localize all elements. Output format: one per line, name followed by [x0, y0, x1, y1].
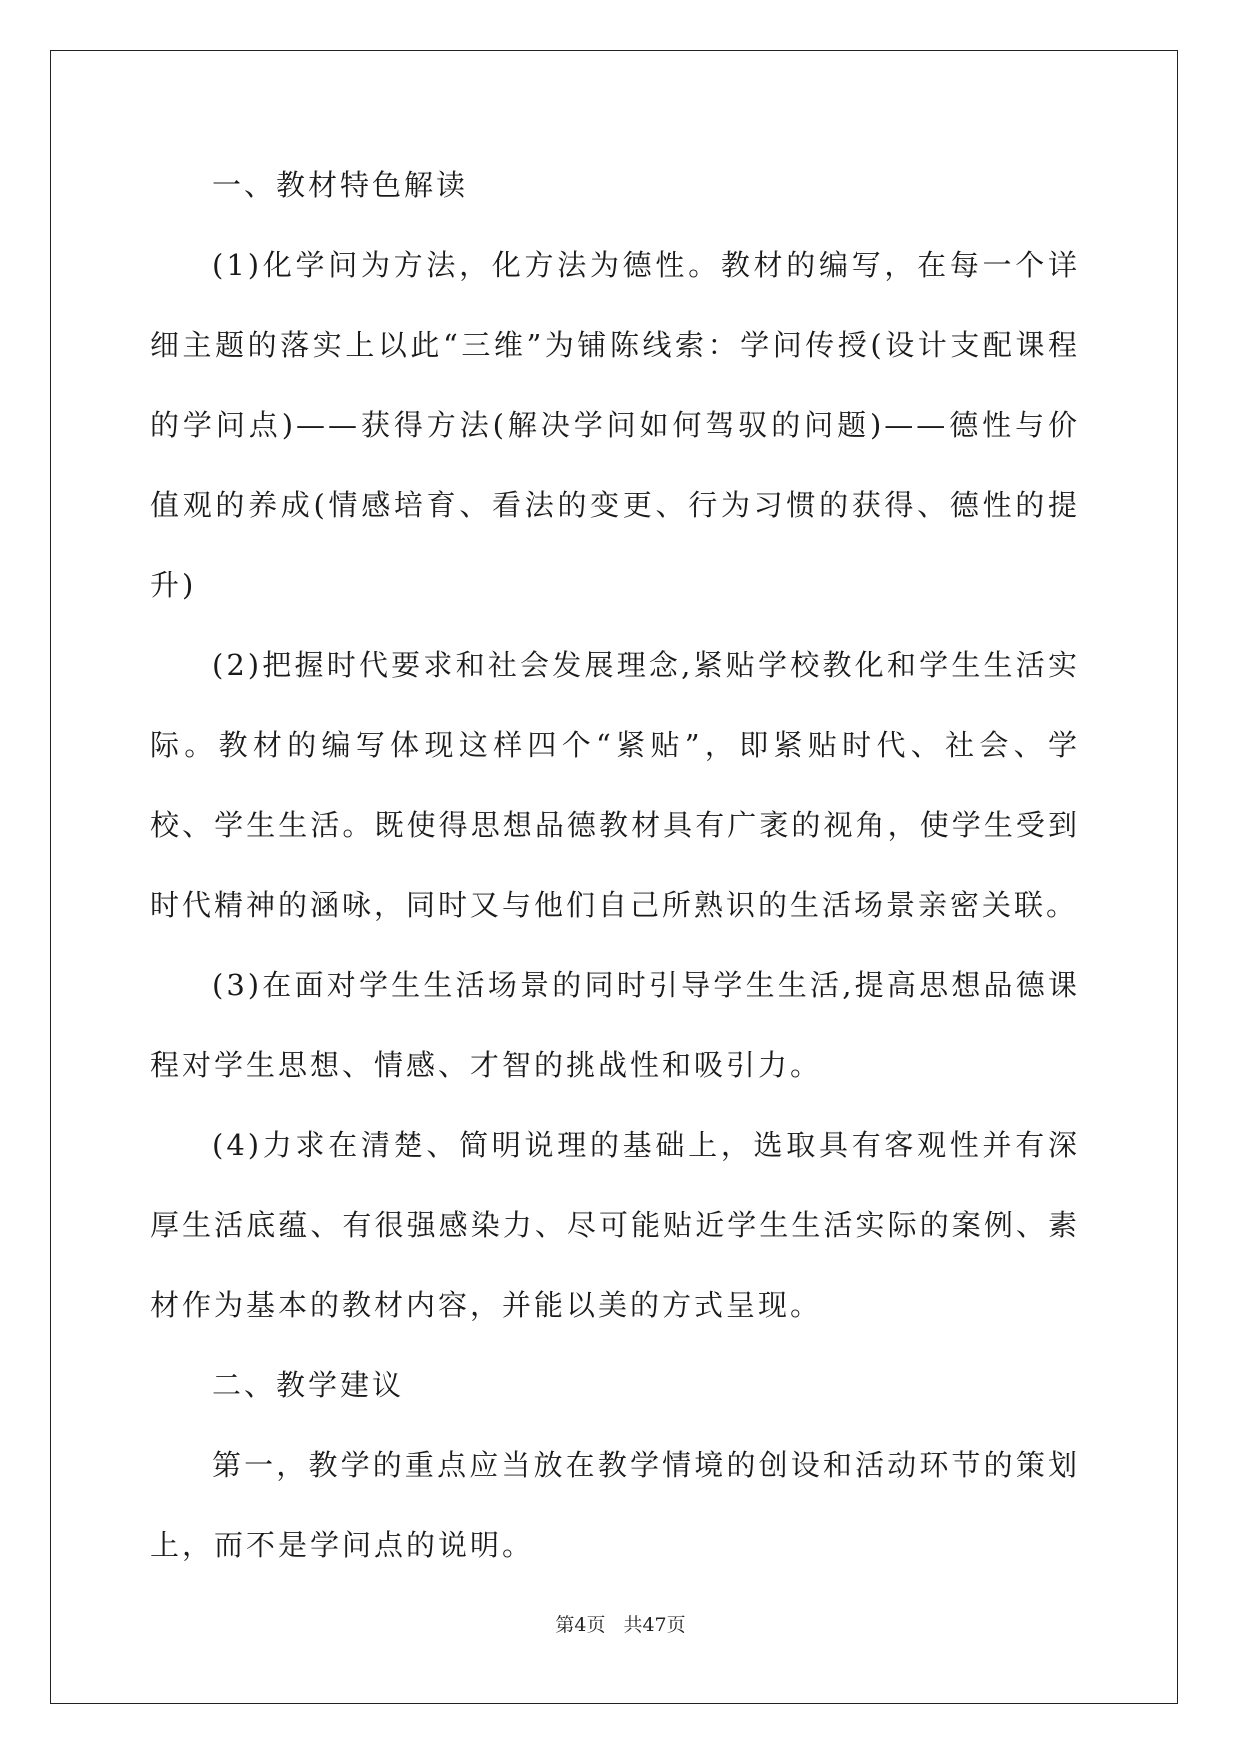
paragraph-2: (2)把握时代要求和社会发展理念,紧贴学校教化和学生生活实际。教材的编写体现这样四个“紧贴”，即紧贴时代、社会、学校、学生生活。既使得思想品德教材具有广袤的视角，使学生受到时代精神的涵咏，同时又与他们自己所熟识的生活场景亲密关联。	[150, 648, 1080, 922]
paragraph-1: (1)化学问为方法，化方法为德性。教材的编写，在每一个详细主题的落实上以此“三维”为铺陈线索：学问传授(设计支配课程的学问点)——获得方法(解决学问如何驾驭的问题)——德性与价值观的养成(情感培育、看法的变更、行为习惯的获得、德性的提升)	[150, 248, 1080, 602]
page-suffix: 页	[586, 1614, 606, 1636]
paragraph-5: 第一，教学的重点应当放在教学情境的创设和活动环节的策划上，而不是学问点的说明。	[150, 1448, 1080, 1562]
section-heading-1: 一、教材特色解读	[212, 168, 469, 202]
total-prefix: 共	[623, 1614, 643, 1636]
page-number: 4	[574, 1614, 587, 1636]
total-suffix: 页	[666, 1614, 686, 1636]
page-prefix: 第	[555, 1614, 575, 1636]
paragraph-4: (4)力求在清楚、简明说理的基础上，选取具有客观性并有深厚生活底蕴、有很强感染力、尽可能贴近学生生活实际的案例、素材作为基本的教材内容，并能以美的方式呈现。	[150, 1128, 1080, 1322]
section-heading-2: 二、教学建议	[212, 1368, 405, 1402]
paragraph-3: (3)在面对学生生活场景的同时引导学生生活,提高思想品德课程对学生思想、情感、才智的挑战性和吸引力。	[150, 968, 1080, 1082]
total-pages: 47	[642, 1614, 667, 1636]
document-body	[150, 145, 1080, 1585]
page-footer	[0, 1610, 1241, 1637]
